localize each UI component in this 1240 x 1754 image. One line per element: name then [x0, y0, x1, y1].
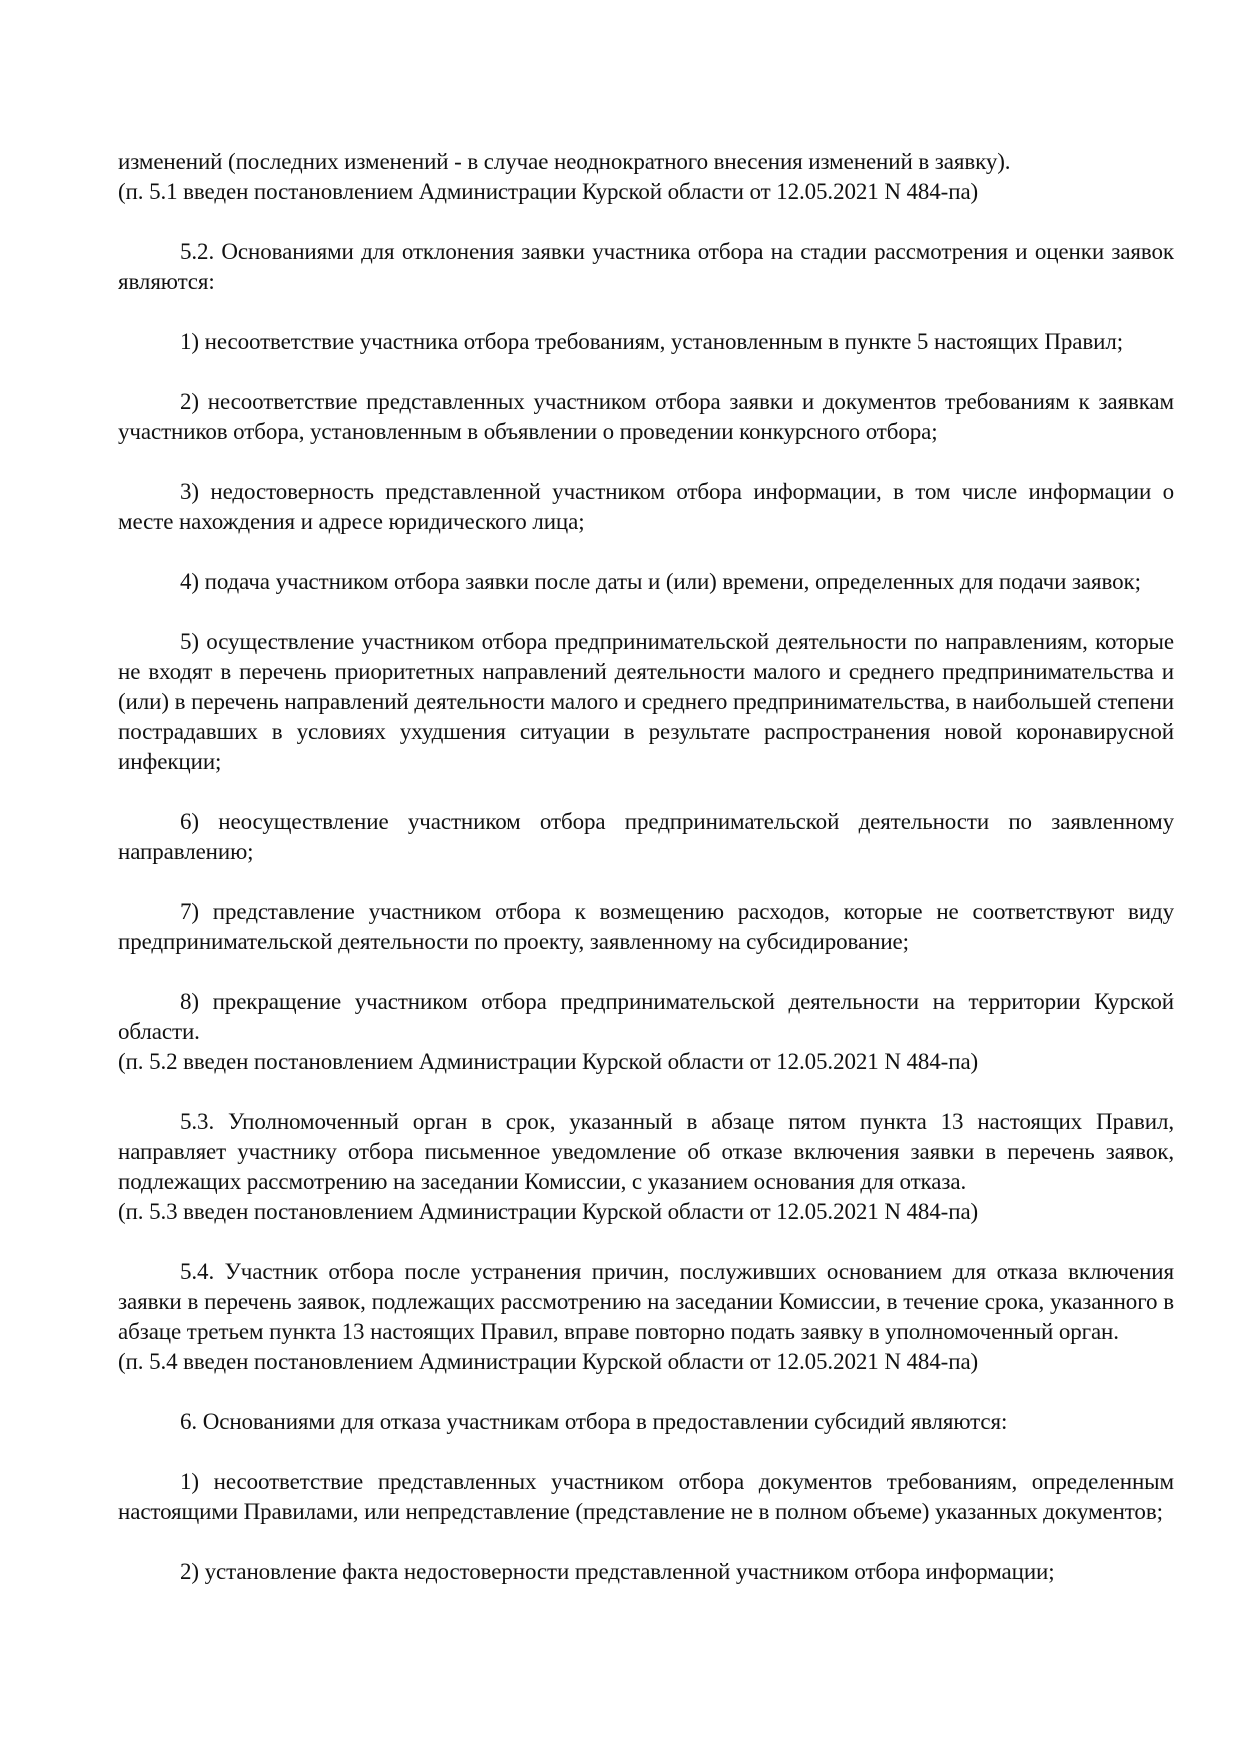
amendment-note-5-2: (п. 5.2 введен постановлением Администрации Курской области от 12.05.2021 N 484-па): [118, 1049, 979, 1074]
clause-5-2-item-4: 4) подача участником отбора заявки после даты и (или) времени, определенных для подачи заявок;: [180, 569, 1141, 594]
clause-5-2-item-5: 5) осуществление участником отбора предпринимательской деятельности по направлениям, которые не входят в перечень приоритетных направлений деятельности малого и среднего предпринимательства и (или) в перечень направлений деятельности малого и среднего предпринимательства, в наибольшей степени пострадавших в условиях ухудшения ситуации в результате распространения новой коронавирусной инфекции;: [118, 629, 1174, 774]
clause-5-2-item-2: 2) несоответствие представленных участником отбора заявки и документов требованиям к заявкам участников отбора, установленным в объявлении о проведении конкурсного отбора;: [118, 389, 1174, 444]
clause-5-2-item-6: 6) неосуществление участником отбора предпринимательской деятельности по заявленному направлению;: [118, 809, 1174, 864]
amendment-note-5-3: (п. 5.3 введен постановлением Администрации Курской области от 12.05.2021 N 484-па): [118, 1199, 979, 1224]
clause-5-2-item-8: 8) прекращение участником отбора предпринимательской деятельности на территории Курской области.: [118, 989, 1174, 1044]
clause-5-3: 5.3. Уполномоченный орган в срок, указанный в абзаце пятом пункта 13 настоящих Правил, направляет участнику отбора письменное уведомление об отказе включения заявки в перечень заявок, подлежащих рассмотрению на заседании Комиссии, с указанием основания для отказа.: [118, 1109, 1174, 1194]
clause-5-2: 5.2. Основаниями для отклонения заявки участника отбора на стадии рассмотрения и оценки заявок являются:: [118, 239, 1174, 294]
clause-5-4: 5.4. Участник отбора после устранения причин, послуживших основанием для отказа включения заявки в перечень заявок, подлежащих рассмотрению на заседании Комиссии, в течение срока, указанного в абзаце третьем пункта 13 настоящих Правил, вправе повторно подать заявку в уполномоченный орган.: [118, 1259, 1174, 1344]
clause-6-item-2: 2) установление факта недостоверности представленной участником отбора информации;: [180, 1559, 1055, 1584]
clause-5-2-item-3: 3) недостоверность представленной участником отбора информации, в том числе информации о месте нахождения и адресе юридического лица;: [118, 479, 1174, 534]
clause-5-2-item-1: 1) несоответствие участника отбора требованиям, установленным в пункте 5 настоящих Правил;: [180, 329, 1123, 354]
amendment-note-5-1: (п. 5.1 введен постановлением Администрации Курской области от 12.05.2021 N 484-па): [118, 179, 979, 204]
clause-6: 6. Основаниями для отказа участникам отбора в предоставлении субсидий являются:: [180, 1409, 1008, 1434]
clause-6-item-1: 1) несоответствие представленных участником отбора документов требованиям, определенным настоящими Правилами, или непредставление (представление не в полном объеме) указанных документов;: [118, 1469, 1174, 1524]
document-body: [118, 147, 1174, 1587]
amendment-note-5-4: (п. 5.4 введен постановлением Администрации Курской области от 12.05.2021 N 484-па): [118, 1349, 979, 1374]
clause-5-2-item-7: 7) представление участником отбора к возмещению расходов, которые не соответствуют виду предпринимательской деятельности по проекту, заявленному на субсидирование;: [118, 899, 1174, 954]
paragraph-continuation: изменений (последних изменений - в случае неоднократного внесения изменений в заявку).: [118, 149, 1011, 174]
